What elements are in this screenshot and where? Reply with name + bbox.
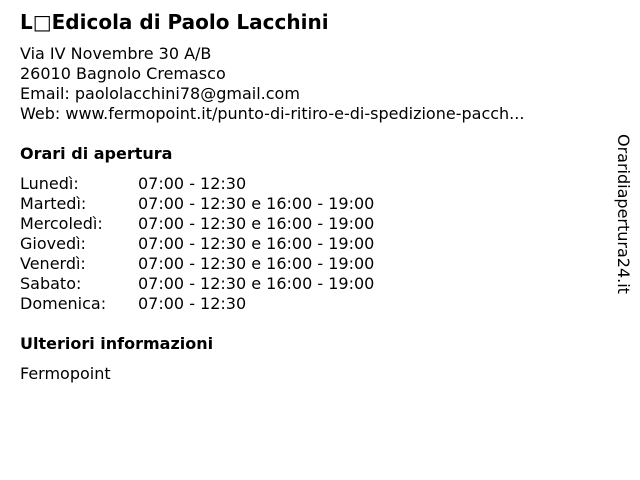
address-web: Web: www.fermopoint.it/punto-di-ritiro-e-di-spedizione-pacch... [20,104,525,123]
site-brand-vertical: Oraridiapertura24.it [614,134,633,294]
address-block [20,44,524,124]
further-info-heading: Ulteriori informazioni [20,334,214,353]
further-info-text: Fermopoint [20,364,111,383]
hours-day: Giovedì: [20,234,86,253]
address-email: Email: paololacchini78@gmail.com [20,84,300,103]
address-street: Via IV Novembre 30 A/B [20,44,212,63]
page-title: L□Edicola di Paolo Lacchini [20,10,329,34]
hours-day: Domenica: [20,294,107,313]
address-city: 26010 Bagnolo Cremasco [20,64,226,83]
hours-time: 07:00 - 12:30 e 16:00 - 19:00 [138,274,375,293]
hours-day: Martedì: [20,194,87,213]
hours-time: 07:00 - 12:30 e 16:00 - 19:00 [138,194,375,213]
hours-time: 07:00 - 12:30 e 16:00 - 19:00 [138,214,375,233]
hours-time: 07:00 - 12:30 [138,294,247,313]
hours-day: Venerdì: [20,254,86,273]
hours-time: 07:00 - 12:30 [138,174,247,193]
hours-day: Mercoledì: [20,214,103,233]
hours-time: 07:00 - 12:30 e 16:00 - 19:00 [138,234,375,253]
hours-day: Lunedì: [20,174,79,193]
opening-hours-heading: Orari di apertura [20,144,173,163]
hours-day: Sabato: [20,274,82,293]
hours-time: 07:00 - 12:30 e 16:00 - 19:00 [138,254,375,273]
